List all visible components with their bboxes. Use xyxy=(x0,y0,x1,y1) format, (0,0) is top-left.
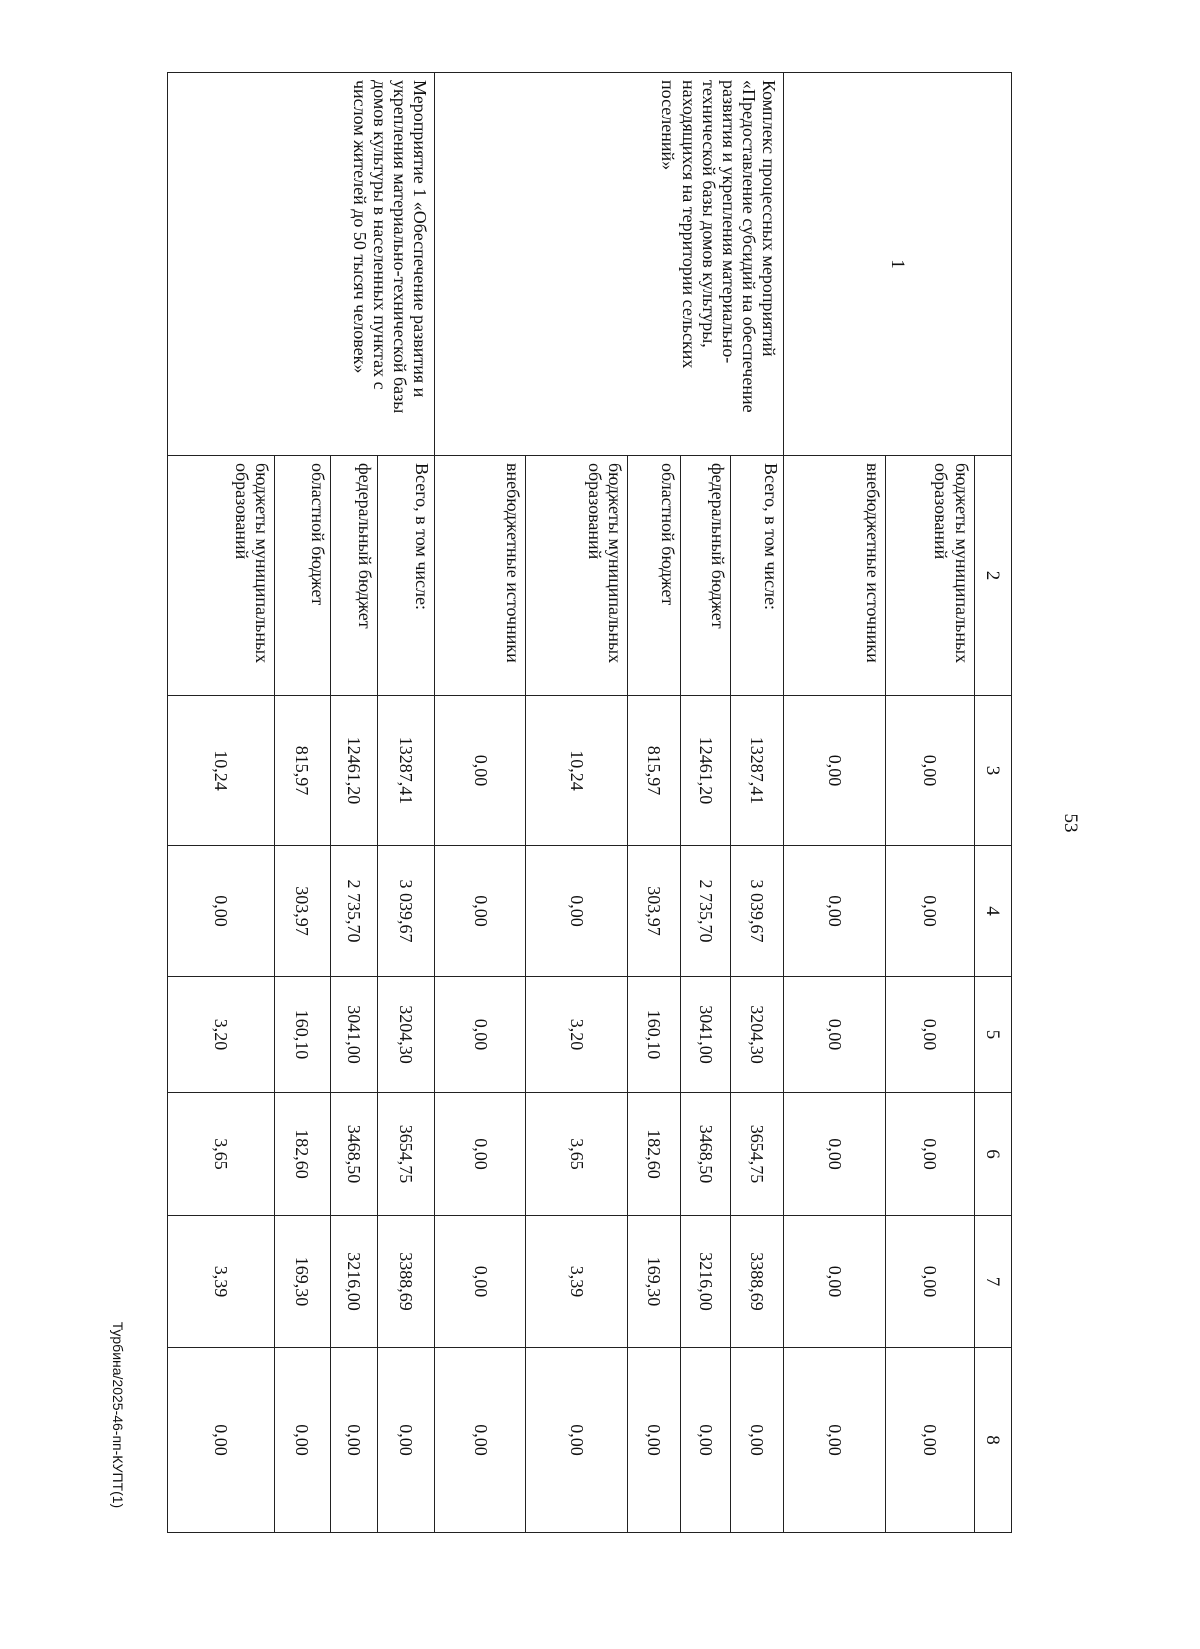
value-cell: 3 039,67 xyxy=(730,846,783,977)
page-number: 53 xyxy=(1060,813,1081,833)
value-cell: 3,39 xyxy=(526,1216,628,1348)
value-cell: 3,65 xyxy=(526,1093,628,1216)
col-header-2: 2 xyxy=(974,456,1011,696)
value-cell: 10,24 xyxy=(526,696,628,846)
value-cell: 3,39 xyxy=(168,1216,275,1348)
value-cell: 0,00 xyxy=(168,846,275,977)
value-cell: 169,30 xyxy=(275,1216,331,1348)
value-cell: 2 735,70 xyxy=(330,846,377,977)
value-cell: 3204,30 xyxy=(377,977,435,1093)
value-cell: 0,00 xyxy=(784,977,886,1093)
col-header-3: 3 xyxy=(974,696,1011,846)
value-cell: 0,00 xyxy=(784,1093,886,1216)
source-label: областной бюджет xyxy=(628,456,681,696)
col-header-5: 5 xyxy=(974,977,1011,1093)
value-cell: 0,00 xyxy=(784,1348,886,1533)
source-label: федеральный бюджет xyxy=(330,456,377,696)
source-label: внебюджетные источники xyxy=(784,456,886,696)
value-cell: 3388,69 xyxy=(730,1216,783,1348)
value-cell: 0,00 xyxy=(784,846,886,977)
table-row xyxy=(377,73,435,1533)
source-label: бюджеты муниципальных образований xyxy=(168,456,275,696)
value-cell: 0,00 xyxy=(435,1348,526,1533)
value-cell: 0,00 xyxy=(435,1216,526,1348)
value-cell: 3468,50 xyxy=(330,1093,377,1216)
value-cell: 0,00 xyxy=(885,1093,974,1216)
value-cell: 0,00 xyxy=(435,696,526,846)
value-cell: 0,00 xyxy=(275,1348,331,1533)
value-cell: 3,65 xyxy=(168,1093,275,1216)
measure-1-title: Мероприятие 1 «Обеспечение развития и укрепления материально-технической базы домов культуры в населенных пунктах с числом жителей до 50 тысяч человек» xyxy=(168,73,435,456)
value-cell: 0,00 xyxy=(628,1348,681,1533)
value-cell: 182,60 xyxy=(275,1093,331,1216)
program-complex-title: Комплекс процессных мероприятий «Предоставление субсидий на обеспечение развития и укрепления материально-технической базы домов культуры, находящихся на территории сельских поселений» xyxy=(435,73,784,456)
value-cell: 3216,00 xyxy=(681,1216,730,1348)
col-header-6: 6 xyxy=(974,1093,1011,1216)
col-header-1: 1 xyxy=(784,73,1012,456)
value-cell: 0,00 xyxy=(885,846,974,977)
col-header-4: 4 xyxy=(974,846,1011,977)
value-cell: 3388,69 xyxy=(377,1216,435,1348)
value-cell: 3468,50 xyxy=(681,1093,730,1216)
value-cell: 3654,75 xyxy=(377,1093,435,1216)
value-cell: 0,00 xyxy=(526,846,628,977)
value-cell: 3216,00 xyxy=(330,1216,377,1348)
value-cell: 0,00 xyxy=(435,977,526,1093)
col-header-7: 7 xyxy=(974,1216,1011,1348)
source-label: областной бюджет xyxy=(275,456,331,696)
value-cell: 0,00 xyxy=(885,1216,974,1348)
value-cell: 0,00 xyxy=(681,1348,730,1533)
value-cell: 0,00 xyxy=(730,1348,783,1533)
col-header-8: 8 xyxy=(974,1348,1011,1533)
value-cell: 182,60 xyxy=(628,1093,681,1216)
value-cell: 0,00 xyxy=(435,1093,526,1216)
table-row xyxy=(730,73,783,1533)
source-label: федеральный бюджет xyxy=(681,456,730,696)
value-cell: 815,97 xyxy=(275,696,331,846)
value-cell: 3654,75 xyxy=(730,1093,783,1216)
value-cell: 303,97 xyxy=(275,846,331,977)
value-cell: 0,00 xyxy=(330,1348,377,1533)
source-label: внебюджетные источники xyxy=(435,456,526,696)
value-cell: 0,00 xyxy=(377,1348,435,1533)
value-cell: 13287,41 xyxy=(730,696,783,846)
value-cell: 3 039,67 xyxy=(377,846,435,977)
value-cell: 2 735,70 xyxy=(681,846,730,977)
value-cell: 0,00 xyxy=(885,696,974,846)
source-label: бюджеты муниципальных образований xyxy=(885,456,974,696)
value-cell: 0,00 xyxy=(784,696,886,846)
value-cell: 10,24 xyxy=(168,696,275,846)
value-cell: 303,97 xyxy=(628,846,681,977)
value-cell: 3204,30 xyxy=(730,977,783,1093)
source-label: бюджеты муниципальных образований xyxy=(526,456,628,696)
source-label: Всего, в том числе: xyxy=(377,456,435,696)
value-cell: 0,00 xyxy=(526,1348,628,1533)
value-cell: 12461,20 xyxy=(681,696,730,846)
document-code-footer: Турбина/2025-46-пп-КУПТ(1) xyxy=(110,1321,126,1509)
value-cell: 13287,41 xyxy=(377,696,435,846)
value-cell: 0,00 xyxy=(784,1216,886,1348)
value-cell: 12461,20 xyxy=(330,696,377,846)
value-cell: 3,20 xyxy=(168,977,275,1093)
value-cell: 0,00 xyxy=(435,846,526,977)
rotated-table-container xyxy=(167,72,1012,1532)
value-cell: 169,30 xyxy=(628,1216,681,1348)
value-cell: 0,00 xyxy=(168,1348,275,1533)
value-cell: 3041,00 xyxy=(330,977,377,1093)
value-cell: 3,20 xyxy=(526,977,628,1093)
header-row xyxy=(974,73,1011,1533)
budget-table xyxy=(167,72,1012,1533)
value-cell: 0,00 xyxy=(885,977,974,1093)
source-label: Всего, в том числе: xyxy=(730,456,783,696)
value-cell: 815,97 xyxy=(628,696,681,846)
value-cell: 160,10 xyxy=(275,977,331,1093)
value-cell: 3041,00 xyxy=(681,977,730,1093)
value-cell: 160,10 xyxy=(628,977,681,1093)
value-cell: 0,00 xyxy=(885,1348,974,1533)
